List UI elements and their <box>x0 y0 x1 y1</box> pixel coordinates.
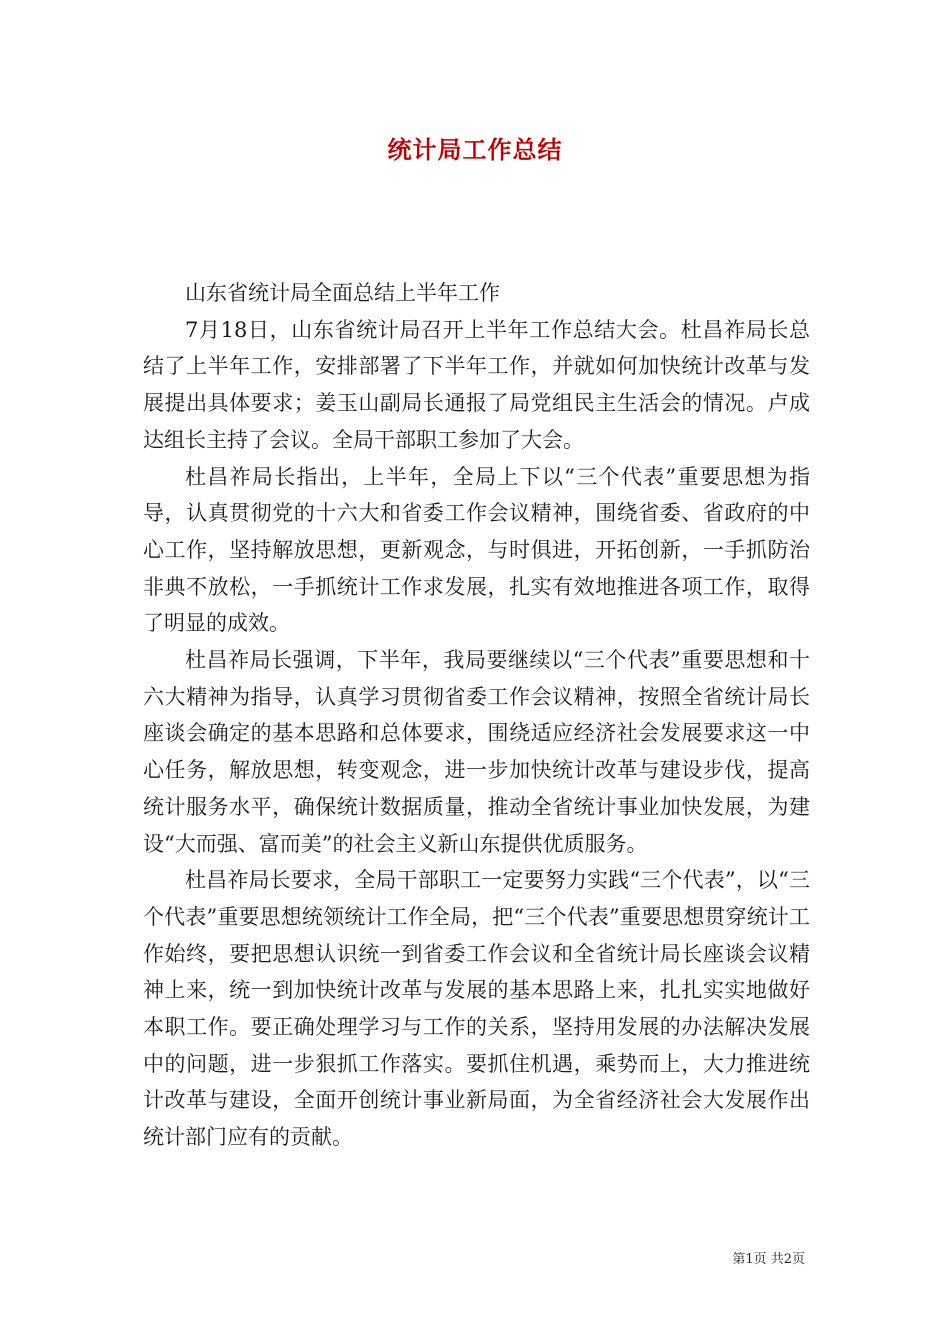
paragraph-1: 7月18日，山东省统计局召开上半年工作总结大会。杜昌祚局长总结了上半年工作，安排部署了下半年工作，并就如何加快统计改革与发展提出具体要求；姜玉山副局长通报了局党组民主生活会的情况。卢成达组长主持了会议。全局干部职工参加了大会。 <box>143 317 810 452</box>
document-title: 统计局工作总结 <box>387 135 563 164</box>
paragraph-3: 杜昌祚局长强调，下半年，我局要继续以“三个代表”重要思想和十六大精神为指导，认真学习贯彻省委工作会议精神，按照全省统计局长座谈会确定的基本思路和总体要求，围绕适应经济社会发展要求这一中心任务，解放思想，转变观念，进一步加快统计改革与建设步伐，提高统计服务水平，确保统计数据质量，推动全省统计事业加快发展，为建设“大而强、富而美”的社会主义新山东提供优质服务。 <box>143 648 810 856</box>
paragraph-4: 杜昌祚局长要求，全局干部职工一定要努力实践“三个代表”，以“三个代表”重要思想统领统计工作全局，把“三个代表”重要思想贯穿统计工作始终，要把思想认识统一到省委工作会议和全省统计局长座谈会议精神上来，统一到加快统计改革与发展的基本思路上来，扎扎实实地做好本职工作。要正确处理学习与工作的关系，坚持用发展的办法解决发展中的问题，进一步狠抓工作落实。要抓住机遇，乘势而上，大力推进统计改革与建设，全面开创统计事业新局面，为全省经济社会大发展作出统计部门应有的贡献。 <box>143 868 810 1150</box>
page-number: 第1页 共2页 <box>732 1252 805 1267</box>
paragraph-2: 杜昌祚局长指出，上半年，全局上下以“三个代表”重要思想为指导，认真贯彻党的十六大和省委工作会议精神，围绕省委、省政府的中心工作，坚持解放思想，更新观念，与时俱进，开拓创新，一手抓防治非典不放松，一手抓统计工作求发展，扎实有效地推进各项工作，取得了明显的成效。 <box>143 464 810 636</box>
document-subtitle: 山东省统计局全面总结上半年工作 <box>185 281 500 305</box>
document-body <box>143 275 810 1156</box>
